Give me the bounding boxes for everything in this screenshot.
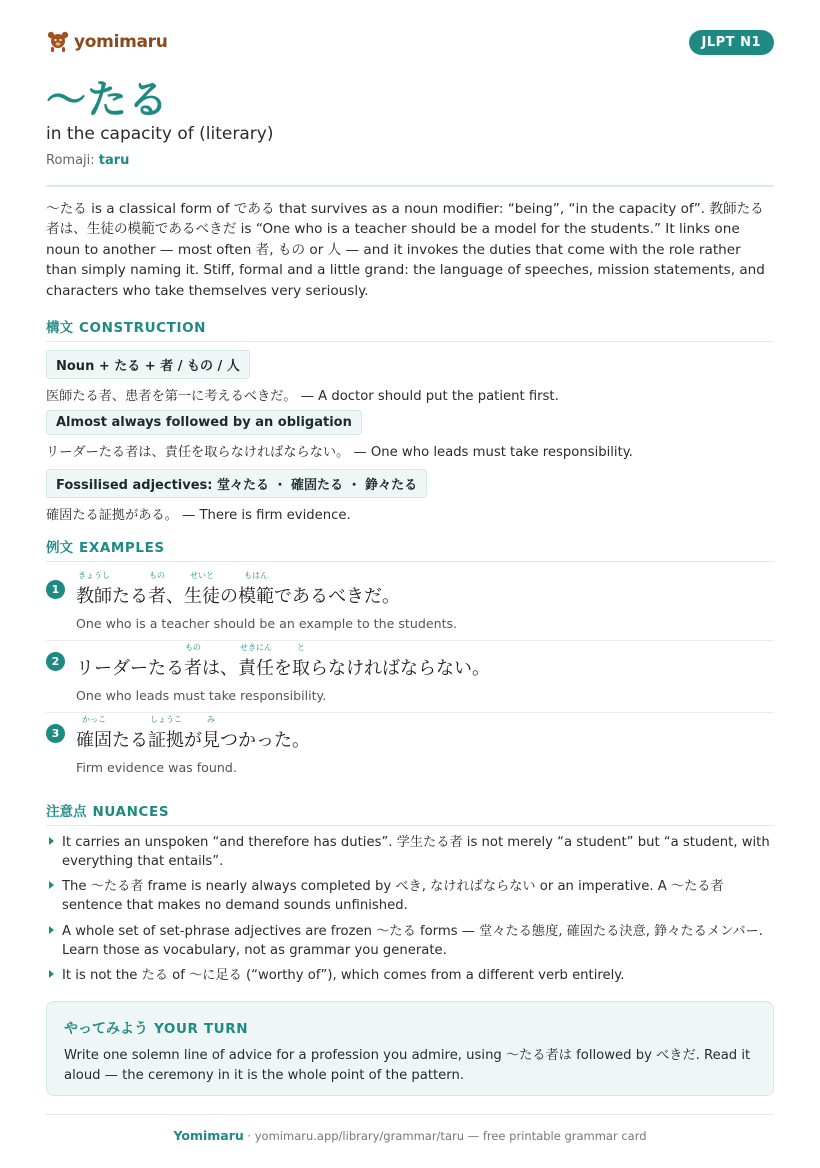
sentence-text: つかった。 [220, 730, 310, 751]
kanji-text: 教師 [76, 586, 112, 607]
furigana-reading: もはん [244, 571, 268, 580]
intro-paragraph: 〜たる is a classical form of である that survives as a noun modifier: “being”, “in the capacity of”. 教師たる者は、生徒の模範であるべきだ is “One who is a teacher should be a model for the students.” It links one noun to another — most often 者, もの or 人 — and it invokes the duties that come with the role rather than simply naming it. Stiff, formal and a little grand: the language of speeches, mission statements, and characters who take themselves very seriously. [46, 201, 765, 299]
nuance-text: A whole set of set-phrase adjectives are frozen 〜たる forms — 堂々たる態度, 確固たる決意, 錚々たるメンバー. Learn those as vocabulary, not as grammar you generate. [62, 924, 763, 958]
pattern-chip: Noun + たる + 者 / もの / 人 [46, 350, 250, 379]
romaji-value: taru [98, 153, 130, 168]
furigana-reading: せきにん [240, 643, 272, 652]
pattern-chip: Almost always followed by an obligation [46, 410, 362, 435]
nuance-item [46, 922, 774, 960]
furigana-word [76, 715, 112, 752]
examples-heading-jp: 例文 [46, 540, 73, 556]
title-divider [46, 185, 774, 187]
your-turn-heading [64, 1018, 756, 1038]
grammar-meaning: in the capacity of (literary) [46, 124, 274, 144]
bullet-icon [49, 837, 54, 845]
examples-heading [46, 536, 774, 562]
example-number: 2 [46, 652, 65, 671]
nuances-heading-en: NUANCES [92, 804, 170, 820]
kanji-text: 模範 [238, 586, 274, 607]
example-item [46, 571, 774, 640]
your-turn-body: Write one solemn line of advice for a profession you admire, using 〜たる者は followed by べきだ. Read it aloud — the ceremony in it is the whole point of the pattern. [64, 1048, 751, 1083]
pattern-example: 確固たる証拠がある。 — There is firm evidence. [46, 508, 351, 523]
example-divider [46, 640, 774, 641]
example-translation: Firm evidence was found. [76, 760, 237, 775]
pattern-example: リーダーたる者は、責任を取らなければならない。 — One who leads must take responsibility. [46, 445, 633, 460]
pattern-item [46, 350, 559, 404]
your-turn-heading-en: YOUR TURN [154, 1021, 249, 1037]
nuance-text: It carries an unspoken “and therefore has duties”. 学生たる者 is not merely “a student” but “a student, with everything that entails”. [62, 835, 770, 869]
footer-brand: Yomimaru [173, 1128, 244, 1143]
romaji-label: Romaji: [46, 153, 95, 168]
footer [46, 1128, 774, 1143]
mascot-icon [46, 30, 70, 54]
furigana-reading: もの [185, 643, 201, 652]
bullet-icon [49, 926, 54, 934]
furigana-word [148, 571, 166, 608]
nuance-item [46, 966, 774, 985]
nuance-text: It is not the たる of 〜に足る (“worthy of”), which comes from a different verb entirely. [62, 968, 625, 983]
bullet-icon [49, 970, 54, 978]
footer-divider [46, 1114, 774, 1115]
your-turn-heading-jp: やってみよう [64, 1021, 148, 1037]
furigana-reading: せいと [190, 571, 214, 580]
example-item [46, 715, 774, 776]
kanji-text: 者 [184, 658, 202, 679]
sentence-text: リーダーたる [76, 658, 184, 679]
furigana-word [202, 715, 220, 752]
example-sentence [76, 643, 490, 680]
kanji-text: 責任 [238, 658, 274, 679]
nuances-heading [46, 800, 774, 826]
kanji-text: 確固 [76, 730, 112, 751]
furigana-word [148, 715, 184, 752]
example-translation: One who leads must take responsibility. [76, 688, 327, 703]
sentence-text: らなければならない。 [310, 658, 490, 679]
sentence-text: たる [112, 586, 148, 607]
furigana-word [76, 571, 112, 608]
kanji-text: 取 [292, 658, 310, 679]
sentence-text: の [220, 586, 238, 607]
furigana-word [238, 571, 274, 608]
example-number: 3 [46, 724, 65, 743]
sentence-text: 、 [166, 586, 184, 607]
example-translation: One who is a teacher should be an example to the students. [76, 616, 458, 631]
example-divider [46, 712, 774, 713]
furigana-word [184, 571, 220, 608]
furigana-reading: きょうし [78, 571, 110, 580]
furigana-word [184, 643, 202, 680]
example-number: 1 [46, 580, 65, 599]
kanji-text: 生徒 [184, 586, 220, 607]
romaji [46, 153, 129, 168]
pattern-item [46, 410, 633, 460]
your-turn-box [46, 1001, 774, 1096]
furigana-reading: と [297, 643, 305, 652]
nuances-heading-jp: 注意点 [46, 804, 87, 820]
furigana-reading: み [207, 715, 215, 724]
sentence-text: たる [112, 730, 148, 751]
nuance-item [46, 877, 774, 915]
example-sentence [76, 715, 310, 752]
sentence-text: であるべきだ。 [274, 586, 400, 607]
kanji-text: 者 [148, 586, 166, 607]
grammar-title: 〜たる [46, 77, 169, 123]
example-sentence [76, 571, 400, 608]
sentence-text: が [184, 730, 202, 751]
nuance-text: The 〜たる者 frame is nearly always completed by べき, なければならない or an imperative. A 〜たる者 sentence that makes no demand sounds unfinished. [62, 879, 724, 913]
examples-heading-en: EXAMPLES [79, 540, 165, 556]
furigana-reading: かっこ [82, 715, 106, 724]
furigana-reading: しょうこ [150, 715, 182, 724]
kanji-text: 見 [202, 730, 220, 751]
construction-heading-en: CONSTRUCTION [79, 320, 207, 336]
footer-text: · yomimaru.app/library/grammar/taru — free printable grammar card [243, 1129, 647, 1143]
pattern-item [46, 469, 427, 523]
pattern-chip: Fossilised adjectives: 堂々たる ・ 確固たる ・ 錚々たる [46, 469, 427, 498]
header [46, 28, 774, 58]
logo [46, 30, 168, 54]
kanji-text: 証拠 [148, 730, 184, 751]
construction-heading-jp: 構文 [46, 320, 73, 336]
example-item [46, 643, 774, 712]
construction-heading [46, 316, 774, 342]
sentence-text: は、 [202, 658, 238, 679]
bullet-icon [49, 881, 54, 889]
furigana-reading: もの [149, 571, 165, 580]
sentence-text: を [274, 658, 292, 679]
level-badge: JLPT N1 [689, 30, 774, 55]
furigana-word [292, 643, 310, 680]
nuance-item [46, 833, 774, 871]
furigana-word [238, 643, 274, 680]
pattern-example: 医師たる者、患者を第一に考えるべきだ。 — A doctor should put the patient first. [46, 389, 559, 404]
brand-name: yomimaru [74, 32, 168, 52]
